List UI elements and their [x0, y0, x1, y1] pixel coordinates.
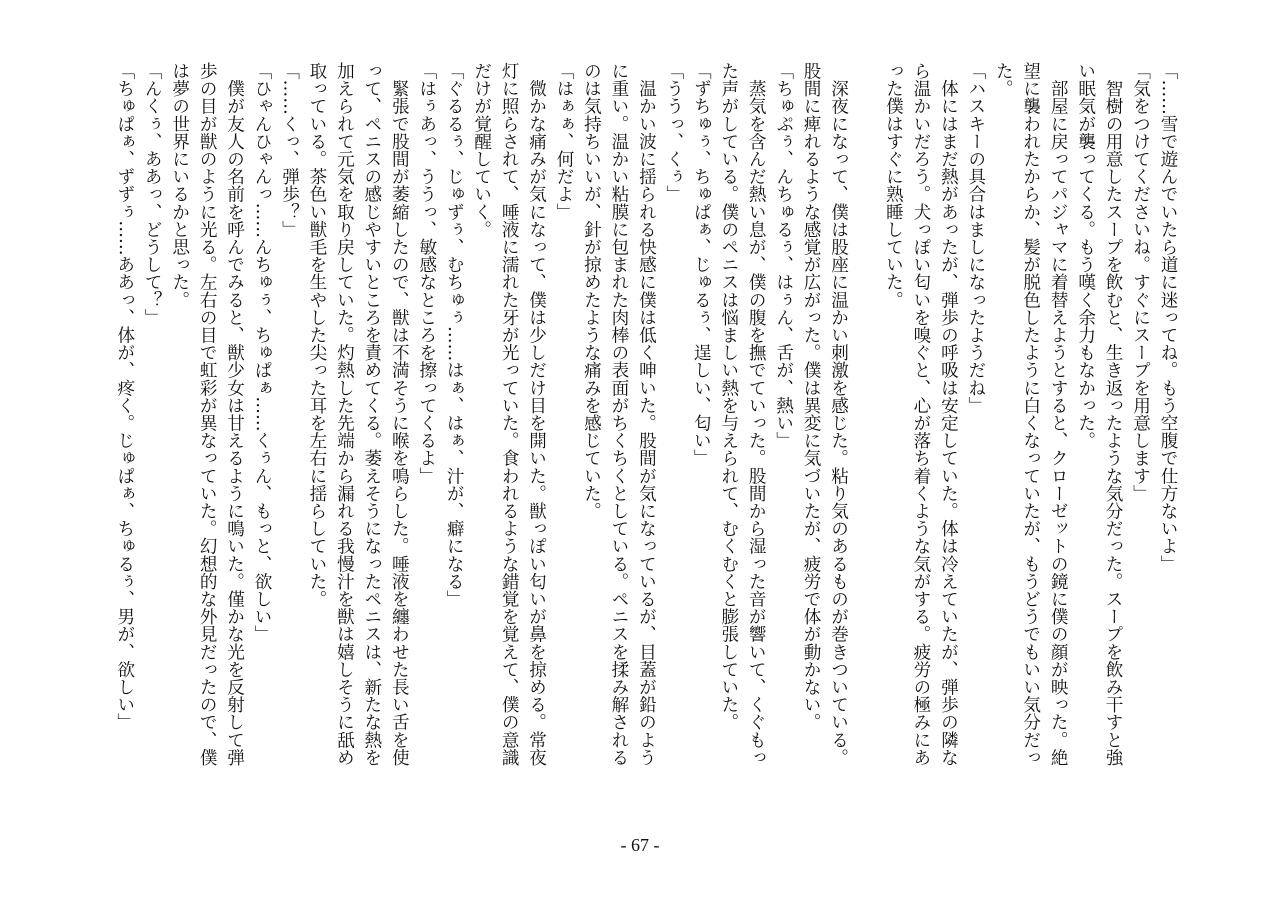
paragraph: 「ちゅぱぁ、ずずぅ……ああっ、体が、疼く。じゅぱぁ、ちゅるぅ、男が、欲しい」 [114, 62, 135, 731]
paragraph: 体にはまだ熱があったが、弾歩の呼吸は安定していた。体は冷えていたが、弾歩の隣なら温かいだろう。犬っぽい匂いを嗅ぐと、心が落ち着くような気がする。疲労の極みにあった僕はすぐに熟睡していた。 [883, 62, 959, 766]
paragraph: 僕が友人の名前を呼んでみると、獣少女は甘えるように鳴いた。僅かな光を反射して弾歩の目が獣のように光る。左右の目で虹彩が異なっていた。幻想的な外見だったので、僕は夢の世界にいるかと思った。 [169, 62, 245, 766]
paragraph: 深夜になって、僕は股座に温かい刺激を感じた。粘り気のあるものが巻きついている。股間に痺れるような感覚が広がった。僕は異変に気づいたが、疲労で体が動かない。 [801, 62, 849, 766]
paragraph: 「ううっ、くぅ」 [663, 62, 684, 203]
paragraph: 「はぁぁ、何だよ」 [554, 62, 575, 221]
paragraph: 蒸気を含んだ熱い息が、僕の腹を撫でていった。股間から湿った音が響いて、くぐもった声がしている。僕のペニスは悩ましい熱を与えられて、むくむくと膨張していた。 [718, 62, 767, 766]
paragraph: 「ひゃんひゃんっ……んちゅぅ、ちゅぱぁ……くぅん、もっと、欲しい」 [252, 62, 273, 643]
paragraph: 「気をつけてくださいね。すぐにスープを用意します」 [1130, 62, 1151, 502]
paragraph: 「……雪で遊んでいたら道に迷ってね。もう空腹で仕方ないよ」 [1158, 62, 1178, 573]
paragraph: 「ぐるるぅ、じゅずぅ、むちゅぅ……はぁ、はぁ、汁が、癖になる」 [444, 62, 465, 608]
paragraph: 「ちゅぷぅ、んちゅるぅ、はぅん、舌が、熱い」 [773, 62, 794, 450]
paragraph: 「ずちゅぅ、ちゅぱぁ、じゅるぅ、逞しい、匂い」 [691, 62, 712, 467]
paragraph: 温かい波に揺られる快感に僕は低く呻いた。股間が気になっているが、目蓋が鉛のように重い。温かい粘膜に包まれた肉棒の表面がちくちくとしている。ペニスを揉み解されるのは気持ちいいが、針が掠めたような痛みを感じていた。 [581, 62, 657, 766]
paragraph: 緊張で股間が萎縮したので、獣は不満そうに喉を鳴らした。唾液を纏わせた長い舌を使って、ペニスの感じやすいところを責めてくる。萎えそうになったペニスは、新たな熱を加えられて元気を取り戻していた。灼熱した先端から漏れる我慢汁を獣は嬉しそうに舐め取っている。茶色い獣毛を生やした尖った耳を左右に揺らしていた。 [306, 62, 410, 766]
vertical-text-body [111, 62, 1181, 770]
blank-line [852, 62, 879, 63]
paragraph: 微かな痛みが気になって、僕は少しだけ目を開いた。獣っぽい匂いが鼻を掠める。常夜灯に照らされて、唾液に濡れた牙が光っていた。食われるような錯覚を覚えて、僕の意識だけが覚醒していく。 [471, 62, 547, 766]
page-number: - 67 - [620, 835, 660, 855]
paragraph: 「はぅあっ、ううっ、敏感なところを擦ってくるよ」 [416, 62, 437, 485]
paragraph: 「んくぅ、ああっ、どうして？」 [142, 62, 163, 326]
paragraph: 「……くっ、弾歩？」 [279, 62, 300, 238]
paragraph: 部屋に戻ってパジャマに着替えようとすると、クローゼットの鏡に僕の顔が映った。絶望に襲われたからか、髪が脱色したように白くなっていたが、もうどうでもいい気分だった。 [993, 62, 1069, 766]
paragraph: 智樹の用意したスープを飲むと、生き返ったような気分だった。スープを飲み干すと強い眠気が襲ってくる。もう嘆く余力もなかった。 [1075, 62, 1124, 766]
paragraph: 「ハスキーの具合はましになったようだね」 [965, 62, 986, 414]
